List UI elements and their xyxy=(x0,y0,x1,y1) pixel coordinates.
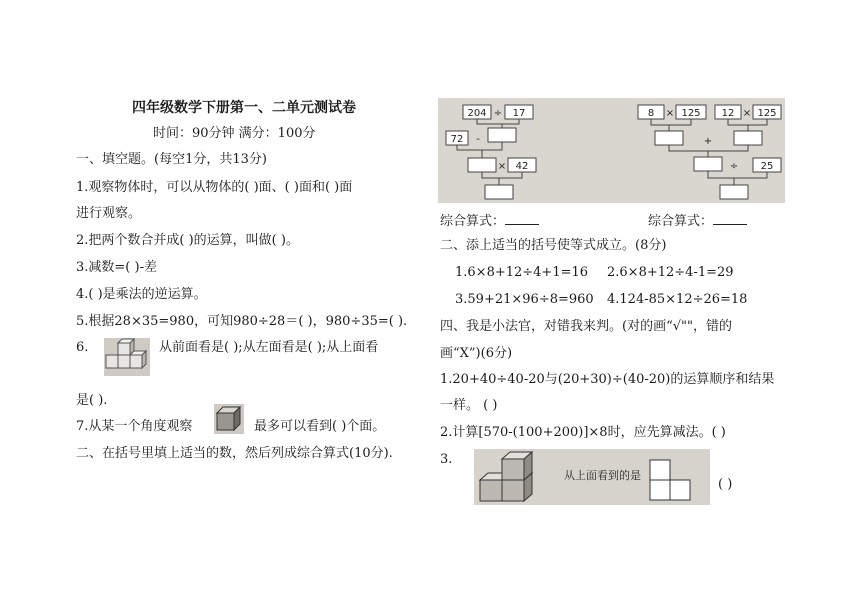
diagram-right-op1: × xyxy=(665,108,675,119)
judge-3-answer: ( ) xyxy=(718,477,733,492)
section-judge-heading: 四、我是小法官，对错我来判。(对的画“√""，错的 xyxy=(440,319,732,334)
diagram-left-top-left: 204 xyxy=(467,108,487,119)
time-info: 时间：90分钟 满分：100分 xyxy=(153,126,316,141)
diagram-right-op2: × xyxy=(742,108,752,119)
question-7-cont: 最多可以看到( )个面。 xyxy=(254,419,386,434)
equation-4: 4.124-85×12÷26=18 xyxy=(607,292,748,307)
section-2-heading: 二、在括号里填上适当的数，然后列成综合算式(10分). xyxy=(76,446,393,461)
question-6: 从前面看是( );从左面看是( );从上面看 xyxy=(159,340,379,355)
question-2: 2.把两个数合并成( )的运算，叫做( )。 xyxy=(76,233,299,248)
section-add-brackets: 二、添上适当的括号使等式成立。(8分) xyxy=(440,238,667,253)
formula-label-1: 综合算式： xyxy=(440,212,539,230)
judge-2: 2.计算[570-(100+200)]×8时，应先算减法。( ) xyxy=(440,425,726,440)
diagram-right-op3: + xyxy=(703,136,713,147)
diagram-left-op3: × xyxy=(497,161,507,172)
question-5: 5.根据28×35=980，可知980÷28＝( )，980÷35=( ). xyxy=(76,314,408,329)
question-3: 3.减数=( )-差 xyxy=(76,260,157,275)
diagram-right-a: 8 xyxy=(647,108,655,119)
section-judge-heading-cont: 画“X”)(6分) xyxy=(440,346,513,361)
top-view-caption: 从上面看到的是 xyxy=(564,469,641,482)
cubes-figure-image xyxy=(104,338,150,376)
question-1-cont: 进行观察。 xyxy=(76,206,142,221)
diagram-right-b: 125 xyxy=(681,108,701,119)
diagram-right-c: 12 xyxy=(721,108,735,119)
diagram-right-e: 25 xyxy=(760,161,774,172)
judge-1: 1.20+40÷40-20与(20+30)÷(40-20)的运算顺序和结果 xyxy=(440,372,775,387)
diagram-right-d: 125 xyxy=(757,108,777,119)
diagram-left-op2: - xyxy=(476,134,480,145)
question-6-cont: 是( ). xyxy=(76,393,108,408)
formula-label-2: 综合算式： xyxy=(648,212,747,230)
diagram-left-side: 72 xyxy=(450,134,464,145)
formula-blank-2 xyxy=(713,212,747,225)
judge-1-cont: 一样。 ( ) xyxy=(440,398,498,413)
equation-1: 1.6×8+12÷4+1=16 xyxy=(455,265,589,280)
formula-blank-1 xyxy=(505,212,539,225)
question-1: 1.观察物体时，可以从物体的( )面、( )面和( )面 xyxy=(76,180,353,195)
diagram-left-right: 42 xyxy=(515,161,529,172)
equation-2: 2.6×8+12÷4-1=29 xyxy=(607,265,734,280)
judge-3-number: 3. xyxy=(440,452,453,467)
page-title: 四年级数学下册第一、二单元测试卷 xyxy=(132,100,356,116)
section-1-heading: 一、填空题。(每空1分，共13分) xyxy=(76,152,267,167)
calculation-diagram-image xyxy=(438,98,785,203)
single-cube-image xyxy=(214,404,244,434)
question-4: 4.( )是乘法的逆运算。 xyxy=(76,287,207,302)
diagram-right-op4: ÷ xyxy=(729,161,739,172)
diagram-left-op1: ÷ xyxy=(493,108,503,119)
equation-3: 3.59+21×96÷8=960 xyxy=(455,292,594,307)
question-7: 7.从某一个角度观察 xyxy=(76,419,193,434)
cubes-top-view-image xyxy=(474,449,710,505)
question-6-number: 6. xyxy=(76,340,89,355)
diagram-left-top-right: 17 xyxy=(512,108,526,119)
